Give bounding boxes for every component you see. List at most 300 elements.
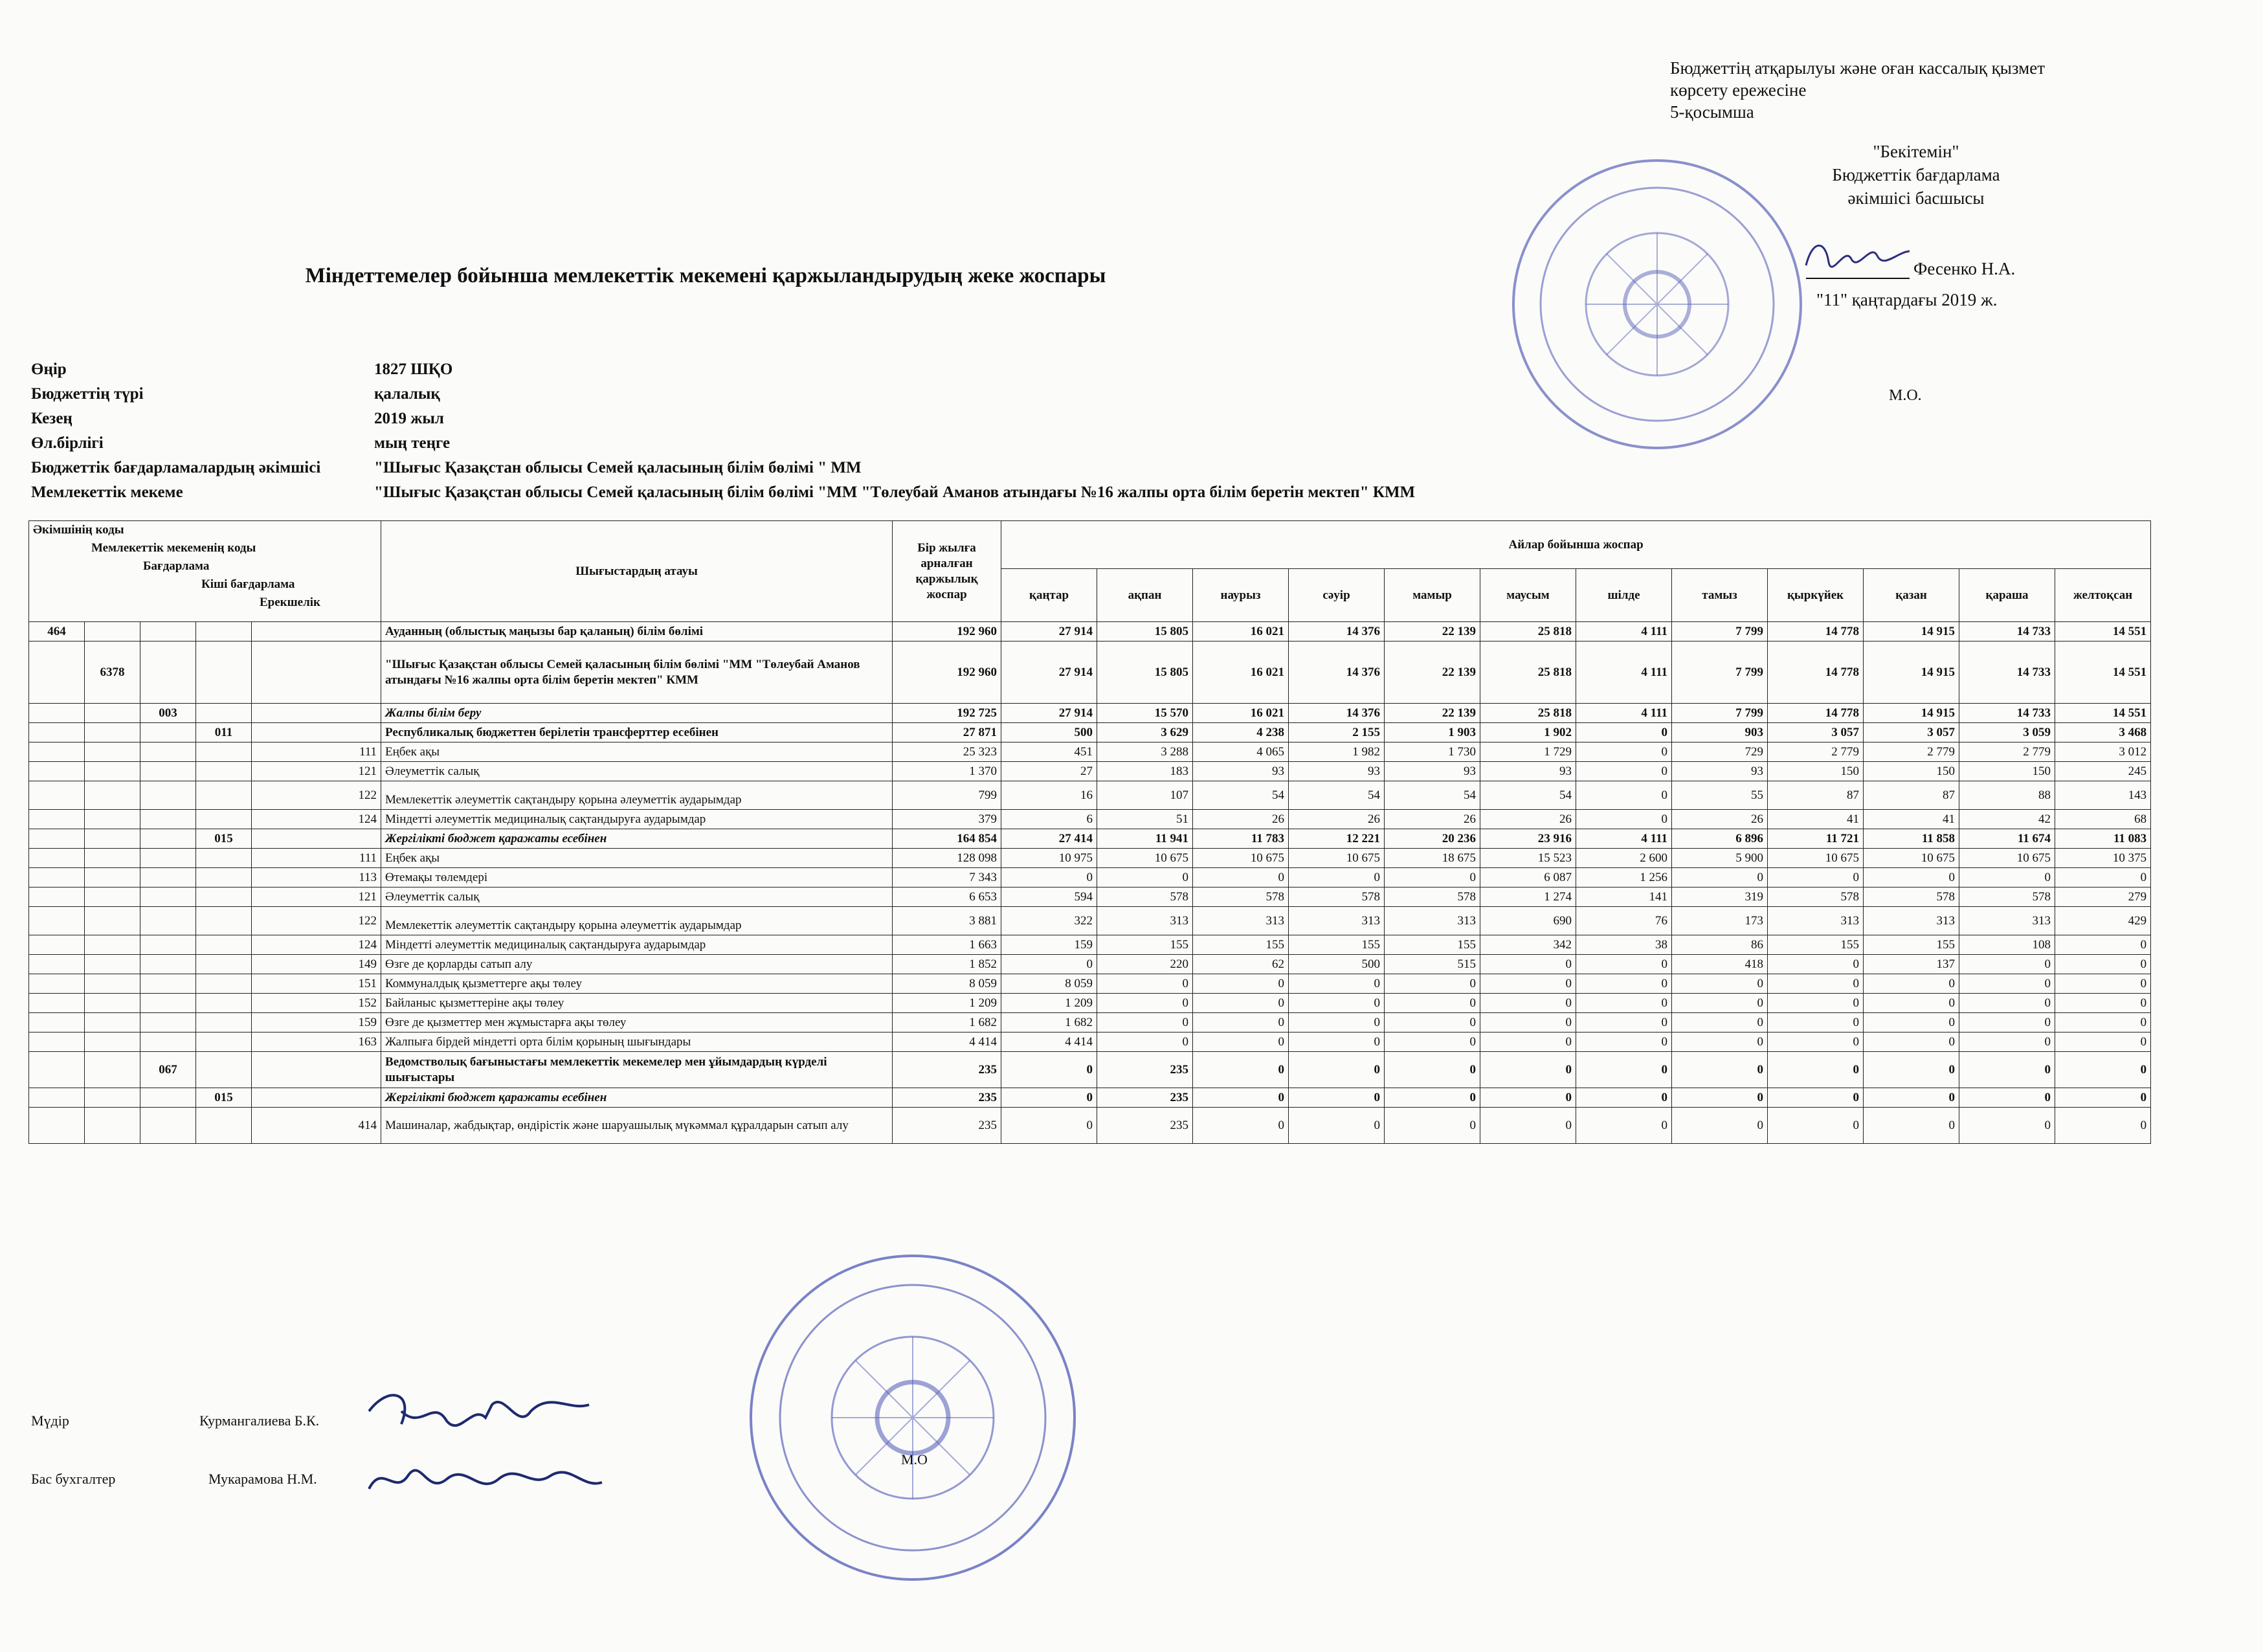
month-value-cell: 14 376 [1289, 642, 1385, 704]
meta-value: "Шығыс Қазақстан облысы Семей қаласының білім бөлімі "ММ "Төлеубай Аманов атындағы №16 жалпы орта білім беретін мектеп" КММ [374, 484, 1416, 501]
month-value-cell: 3 057 [1768, 723, 1864, 742]
meta-row [31, 357, 1415, 382]
accountant-name: Мукарамова Н.М. [208, 1471, 317, 1487]
code-cell [140, 849, 196, 868]
month-value-cell: 0 [1672, 994, 1768, 1013]
annual-plan-cell: 27 871 [893, 723, 1001, 742]
official-seal-top [1508, 155, 1806, 453]
month-value-cell: 76 [1576, 907, 1672, 935]
month-value-cell: 313 [1864, 907, 1959, 935]
month-value-cell: 235 [1097, 1108, 1193, 1144]
month-value-cell: 0 [1001, 1108, 1097, 1144]
month-value-cell: 14 778 [1768, 622, 1864, 642]
month-value-cell: 4 111 [1576, 829, 1672, 849]
month-value-cell: 3 288 [1097, 742, 1193, 762]
code-cell: 414 [252, 1108, 381, 1144]
month-value-cell: 14 778 [1768, 642, 1864, 704]
month-value-cell: 14 551 [2055, 704, 2151, 723]
month-value-cell: 0 [1480, 1052, 1576, 1088]
code-cell [140, 955, 196, 974]
code-cell [85, 887, 140, 907]
month-value-cell: 20 236 [1385, 829, 1480, 849]
month-value-cell: 1 982 [1289, 742, 1385, 762]
code-cell [252, 1052, 381, 1088]
month-value-cell: 54 [1289, 781, 1385, 810]
table-row [29, 974, 2151, 994]
month-value-cell: 26 [1480, 810, 1576, 829]
code-cell [29, 1013, 85, 1032]
annual-plan-cell: 192 960 [893, 642, 1001, 704]
month-value-cell: 0 [1193, 974, 1289, 994]
month-value-cell: 578 [1864, 887, 1959, 907]
header-monthly-plan: Айлар бойынша жоспар [1001, 521, 2151, 569]
month-value-cell: 14 915 [1864, 642, 1959, 704]
expense-name-cell: Жалпыға бірдей міндетті орта білім қорының шығындары [381, 1032, 893, 1052]
month-value-cell: 0 [1097, 868, 1193, 887]
month-header: қараша [1959, 569, 2055, 622]
code-cell [85, 955, 140, 974]
code-cell [85, 868, 140, 887]
month-value-cell: 155 [1193, 935, 1289, 955]
code-cell [85, 1108, 140, 1144]
code-cell: 015 [196, 829, 252, 849]
month-value-cell: 0 [1193, 868, 1289, 887]
appendix-line-3: 5-қосымша [1670, 102, 1754, 122]
code-cell [29, 907, 85, 935]
month-value-cell: 0 [2055, 1108, 2151, 1144]
month-value-cell: 10 675 [1097, 849, 1193, 868]
annual-plan-cell: 6 653 [893, 887, 1001, 907]
month-value-cell: 279 [2055, 887, 2151, 907]
month-value-cell: 313 [1289, 907, 1385, 935]
code-cell [29, 1108, 85, 1144]
table-row [29, 849, 2151, 868]
month-value-cell: 7 799 [1672, 642, 1768, 704]
month-value-cell: 0 [1480, 1088, 1576, 1108]
month-header: шілде [1576, 569, 1672, 622]
code-cell [29, 1052, 85, 1088]
month-value-cell: 26 [1289, 810, 1385, 829]
approval-line-1: Бюджеттік бағдарлама [1832, 165, 2000, 184]
month-value-cell: 108 [1959, 935, 2055, 955]
month-value-cell: 16 021 [1193, 704, 1289, 723]
expense-name-cell: Жалпы білім беру [381, 704, 893, 723]
month-value-cell: 4 111 [1576, 704, 1672, 723]
meta-value: 1827 ШҚО [374, 361, 453, 378]
appendix-line-1: Бюджеттің атқарылуы және оған кассалық қызмет [1670, 58, 2045, 78]
month-value-cell: 0 [1193, 1013, 1289, 1032]
meta-value: "Шығыс Қазақстан облысы Семей қаласының білім бөлімі " ММ [374, 459, 862, 476]
code-cell [196, 994, 252, 1013]
month-value-cell: 11 721 [1768, 829, 1864, 849]
code-cell: 124 [252, 935, 381, 955]
month-value-cell: 0 [1193, 1088, 1289, 1108]
month-value-cell: 0 [1385, 1088, 1480, 1108]
code-cell: 011 [196, 723, 252, 742]
code-cell [140, 723, 196, 742]
month-value-cell: 0 [1289, 1088, 1385, 1108]
month-value-cell: 0 [1959, 955, 2055, 974]
month-value-cell: 27 [1001, 762, 1097, 781]
month-value-cell: 0 [1959, 1052, 2055, 1088]
annual-plan-cell: 235 [893, 1088, 1001, 1108]
code-cell [29, 955, 85, 974]
month-value-cell: 0 [1576, 781, 1672, 810]
month-value-cell: 342 [1480, 935, 1576, 955]
month-value-cell: 155 [1864, 935, 1959, 955]
month-value-cell: 0 [1289, 1052, 1385, 1088]
expense-name-cell: Байланыс қызметтеріне ақы төлеу [381, 994, 893, 1013]
code-cell [29, 829, 85, 849]
month-value-cell: 0 [1385, 994, 1480, 1013]
month-value-cell: 0 [1864, 1013, 1959, 1032]
expense-name-cell: "Шығыс Қазақстан облысы Семей қаласының білім бөлімі "ММ "Төлеубай Аманов атындағы №16 жалпы орта білім беретін мектеп" КММ [381, 642, 893, 704]
month-value-cell: 0 [1480, 974, 1576, 994]
month-value-cell: 10 675 [1193, 849, 1289, 868]
month-value-cell: 42 [1959, 810, 2055, 829]
month-value-cell: 429 [2055, 907, 2151, 935]
month-value-cell: 0 [1576, 742, 1672, 762]
expense-name-cell: Әлеуметтік салық [381, 762, 893, 781]
month-value-cell: 0 [1576, 994, 1672, 1013]
month-value-cell: 10 975 [1001, 849, 1097, 868]
month-value-cell: 22 139 [1385, 622, 1480, 642]
header-program: Бағдарлама [143, 559, 210, 573]
month-value-cell: 0 [1001, 1052, 1097, 1088]
meta-label: Мемлекеттік мекеме [31, 484, 183, 501]
director-role: Мүдір [31, 1412, 69, 1429]
month-value-cell: 11 858 [1864, 829, 1959, 849]
month-value-cell: 3 057 [1864, 723, 1959, 742]
code-cell [140, 762, 196, 781]
code-cell [140, 781, 196, 810]
month-value-cell: 22 139 [1385, 642, 1480, 704]
code-cell: 111 [252, 742, 381, 762]
code-cell: 122 [252, 781, 381, 810]
code-cell [85, 935, 140, 955]
meta-value: қалалық [374, 385, 440, 403]
month-value-cell: 0 [1959, 1088, 2055, 1108]
month-value-cell: 0 [1768, 1108, 1864, 1144]
month-value-cell: 0 [1768, 868, 1864, 887]
header-expense-name: Шығыстардың атауы [381, 521, 893, 622]
code-cell [85, 829, 140, 849]
header-specific: Ерекшелік [260, 596, 320, 609]
annual-plan-cell: 25 323 [893, 742, 1001, 762]
meta-label: Бюджеттік бағдарламалардың әкімшісі [31, 459, 321, 476]
code-cell [252, 622, 381, 642]
month-value-cell: 137 [1864, 955, 1959, 974]
month-value-cell: 0 [1576, 762, 1672, 781]
month-value-cell: 0 [1480, 1108, 1576, 1144]
code-cell: 151 [252, 974, 381, 994]
annual-plan-cell: 7 343 [893, 868, 1001, 887]
code-cell [29, 781, 85, 810]
code-cell [140, 935, 196, 955]
table-row [29, 1013, 2151, 1032]
code-cell [196, 810, 252, 829]
expense-name-cell: Жергілікті бюджет қаражаты есебінен [381, 1088, 893, 1108]
month-value-cell: 2 779 [1768, 742, 1864, 762]
meta-row [31, 407, 1415, 431]
month-value-cell: 578 [1768, 887, 1864, 907]
month-header: сәуір [1289, 569, 1385, 622]
month-value-cell: 55 [1672, 781, 1768, 810]
month-header: желтоқсан [2055, 569, 2151, 622]
annual-plan-cell: 235 [893, 1108, 1001, 1144]
annual-plan-cell: 799 [893, 781, 1001, 810]
month-value-cell: 0 [2055, 955, 2151, 974]
month-header: қазан [1864, 569, 1959, 622]
table-row [29, 1052, 2151, 1088]
code-cell [85, 1013, 140, 1032]
signature-underline [1806, 263, 1910, 279]
table-row [29, 1108, 2151, 1144]
month-value-cell: 0 [1480, 955, 1576, 974]
code-cell: 121 [252, 887, 381, 907]
month-value-cell: 4 111 [1576, 622, 1672, 642]
month-value-cell: 0 [1385, 868, 1480, 887]
code-cell: 124 [252, 810, 381, 829]
month-value-cell: 3 468 [2055, 723, 2151, 742]
code-cell [85, 994, 140, 1013]
table-row [29, 723, 2151, 742]
month-value-cell: 14 376 [1289, 704, 1385, 723]
code-cell [252, 723, 381, 742]
table-row [29, 887, 2151, 907]
month-value-cell: 25 818 [1480, 642, 1576, 704]
month-value-cell: 0 [1576, 810, 1672, 829]
table-row [29, 829, 2151, 849]
code-cell [29, 974, 85, 994]
month-value-cell: 155 [1768, 935, 1864, 955]
code-cell [29, 887, 85, 907]
month-value-cell: 0 [1289, 868, 1385, 887]
table-row [29, 994, 2151, 1013]
month-value-cell: 150 [1864, 762, 1959, 781]
official-seal-bottom [744, 1249, 1081, 1586]
code-cell [252, 1088, 381, 1108]
month-value-cell: 11 941 [1097, 829, 1193, 849]
code-cell [196, 974, 252, 994]
month-value-cell: 14 733 [1959, 704, 2055, 723]
month-value-cell: 0 [2055, 1052, 2151, 1088]
expense-name-cell: Міндетті әлеуметтік медициналық сақтандыруға аударымдар [381, 935, 893, 955]
annual-plan-cell: 192 960 [893, 622, 1001, 642]
meta-row [31, 382, 1415, 407]
month-value-cell: 0 [1959, 974, 2055, 994]
month-value-cell: 0 [1672, 1108, 1768, 1144]
meta-label: Өл.бірлігі [31, 434, 104, 452]
expense-name-cell: Еңбек ақы [381, 849, 893, 868]
month-header: қаңтар [1001, 569, 1097, 622]
code-cell [252, 829, 381, 849]
appendix-note [1670, 57, 2045, 123]
code-cell: 113 [252, 868, 381, 887]
table-row [29, 742, 2151, 762]
table-row [29, 907, 2151, 935]
annual-plan-cell: 379 [893, 810, 1001, 829]
annual-plan-cell: 4 414 [893, 1032, 1001, 1052]
month-value-cell: 14 733 [1959, 642, 2055, 704]
table-row [29, 1032, 2151, 1052]
header-subprogram: Кіші бағдарлама [201, 577, 295, 591]
approval-date: "11" қаңтардағы 2019 ж. [1816, 290, 1998, 309]
expense-name-cell: Мемлекеттік әлеуметтік сақтандыру қорына әлеуметтік аударымдар [381, 781, 893, 810]
month-value-cell: 51 [1097, 810, 1193, 829]
month-value-cell: 0 [1097, 1013, 1193, 1032]
code-cell [140, 868, 196, 887]
code-cell: 003 [140, 704, 196, 723]
month-value-cell: 0 [1864, 994, 1959, 1013]
month-value-cell: 0 [1768, 1013, 1864, 1032]
expense-name-cell: Жергілікті бюджет қаражаты есебінен [381, 829, 893, 849]
month-value-cell: 0 [1576, 974, 1672, 994]
month-value-cell: 155 [1385, 935, 1480, 955]
month-value-cell: 4 238 [1193, 723, 1289, 742]
table-row [29, 955, 2151, 974]
seal-place-bottom: М.О [901, 1451, 928, 1468]
annual-plan-cell: 1 209 [893, 994, 1001, 1013]
code-cell [196, 887, 252, 907]
expense-name-cell: Ведомстволық бағыныстағы мемлекеттік мекемелер мен ұйымдардың күрделі шығыстары [381, 1052, 893, 1088]
code-cell [140, 1108, 196, 1144]
code-cell [85, 781, 140, 810]
month-value-cell: 0 [2055, 868, 2151, 887]
code-cell [29, 1032, 85, 1052]
month-value-cell: 0 [1864, 1032, 1959, 1052]
month-value-cell: 0 [1385, 1032, 1480, 1052]
month-value-cell: 0 [1289, 1108, 1385, 1144]
month-value-cell: 15 805 [1097, 622, 1193, 642]
expense-name-cell: Өтемақы төлемдері [381, 868, 893, 887]
month-value-cell: 515 [1385, 955, 1480, 974]
code-cell [196, 955, 252, 974]
approver-sign-line [1806, 259, 2015, 279]
month-header: тамыз [1672, 569, 1768, 622]
month-value-cell: 93 [1672, 762, 1768, 781]
month-value-cell: 27 914 [1001, 704, 1097, 723]
annual-plan-cell: 1 370 [893, 762, 1001, 781]
month-value-cell: 107 [1097, 781, 1193, 810]
month-value-cell: 62 [1193, 955, 1289, 974]
month-value-cell: 220 [1097, 955, 1193, 974]
code-cell [85, 622, 140, 642]
month-value-cell: 313 [1193, 907, 1289, 935]
month-value-cell: 0 [1864, 868, 1959, 887]
expense-name-cell: Мемлекеттік әлеуметтік сақтандыру қорына әлеуметтік аударымдар [381, 907, 893, 935]
expense-name-cell: Өзге де қызметтер мен жұмыстарға ақы төлеу [381, 1013, 893, 1032]
header-institution-code: Мемлекеттік мекеменің коды [91, 541, 256, 555]
month-value-cell: 594 [1001, 887, 1097, 907]
month-value-cell: 143 [2055, 781, 2151, 810]
month-value-cell: 313 [1097, 907, 1193, 935]
meta-row [31, 456, 1415, 480]
month-value-cell: 0 [1768, 994, 1864, 1013]
code-cell [85, 974, 140, 994]
month-value-cell: 0 [1768, 1032, 1864, 1052]
month-value-cell: 87 [1768, 781, 1864, 810]
month-value-cell: 578 [1193, 887, 1289, 907]
code-cell [140, 974, 196, 994]
code-cell [196, 868, 252, 887]
code-cell [85, 704, 140, 723]
table-body [29, 622, 2151, 1144]
month-value-cell: 14 376 [1289, 622, 1385, 642]
month-value-cell: 14 733 [1959, 622, 2055, 642]
month-value-cell: 235 [1097, 1088, 1193, 1108]
code-cell [140, 907, 196, 935]
code-cell [196, 742, 252, 762]
month-value-cell: 0 [1097, 1032, 1193, 1052]
month-value-cell: 4 111 [1576, 642, 1672, 704]
month-value-cell: 0 [1193, 1032, 1289, 1052]
meta-block [31, 357, 1415, 505]
month-value-cell: 500 [1289, 955, 1385, 974]
month-header: ақпан [1097, 569, 1193, 622]
month-value-cell: 10 675 [1864, 849, 1959, 868]
code-cell [196, 781, 252, 810]
code-cell [196, 935, 252, 955]
annual-plan-cell: 1 663 [893, 935, 1001, 955]
month-value-cell: 14 778 [1768, 704, 1864, 723]
month-value-cell: 319 [1672, 887, 1768, 907]
month-value-cell: 150 [1768, 762, 1864, 781]
code-cell [85, 723, 140, 742]
month-value-cell: 41 [1864, 810, 1959, 829]
code-cell [196, 622, 252, 642]
month-value-cell: 245 [2055, 762, 2151, 781]
month-value-cell: 0 [2055, 974, 2151, 994]
month-value-cell: 0 [1097, 974, 1193, 994]
month-value-cell: 0 [1768, 955, 1864, 974]
code-cell [29, 642, 85, 704]
month-value-cell: 10 675 [1289, 849, 1385, 868]
month-value-cell: 0 [1289, 1013, 1385, 1032]
month-value-cell: 159 [1001, 935, 1097, 955]
month-value-cell: 0 [1193, 1108, 1289, 1144]
annual-plan-cell: 192 725 [893, 704, 1001, 723]
month-value-cell: 0 [1959, 994, 2055, 1013]
month-value-cell: 68 [2055, 810, 2151, 829]
month-value-cell: 5 900 [1672, 849, 1768, 868]
month-value-cell: 14 915 [1864, 622, 1959, 642]
code-cell [140, 742, 196, 762]
code-cell: 163 [252, 1032, 381, 1052]
month-value-cell: 4 414 [1001, 1032, 1097, 1052]
month-value-cell: 0 [1672, 974, 1768, 994]
code-cell [252, 704, 381, 723]
code-cell: 149 [252, 955, 381, 974]
month-value-cell: 0 [1001, 1088, 1097, 1108]
month-value-cell: 88 [1959, 781, 2055, 810]
month-value-cell: 26 [1385, 810, 1480, 829]
month-value-cell: 0 [2055, 1032, 2151, 1052]
month-value-cell: 6 087 [1480, 868, 1576, 887]
code-cell [29, 742, 85, 762]
code-cell [196, 907, 252, 935]
meta-row [31, 431, 1415, 456]
month-value-cell: 578 [1289, 887, 1385, 907]
month-value-cell: 0 [1864, 974, 1959, 994]
code-cell [29, 868, 85, 887]
month-value-cell: 23 916 [1480, 829, 1576, 849]
table-row [29, 704, 2151, 723]
code-cell [29, 935, 85, 955]
month-value-cell: 27 414 [1001, 829, 1097, 849]
code-cell [196, 1108, 252, 1144]
month-value-cell: 0 [1480, 1013, 1576, 1032]
